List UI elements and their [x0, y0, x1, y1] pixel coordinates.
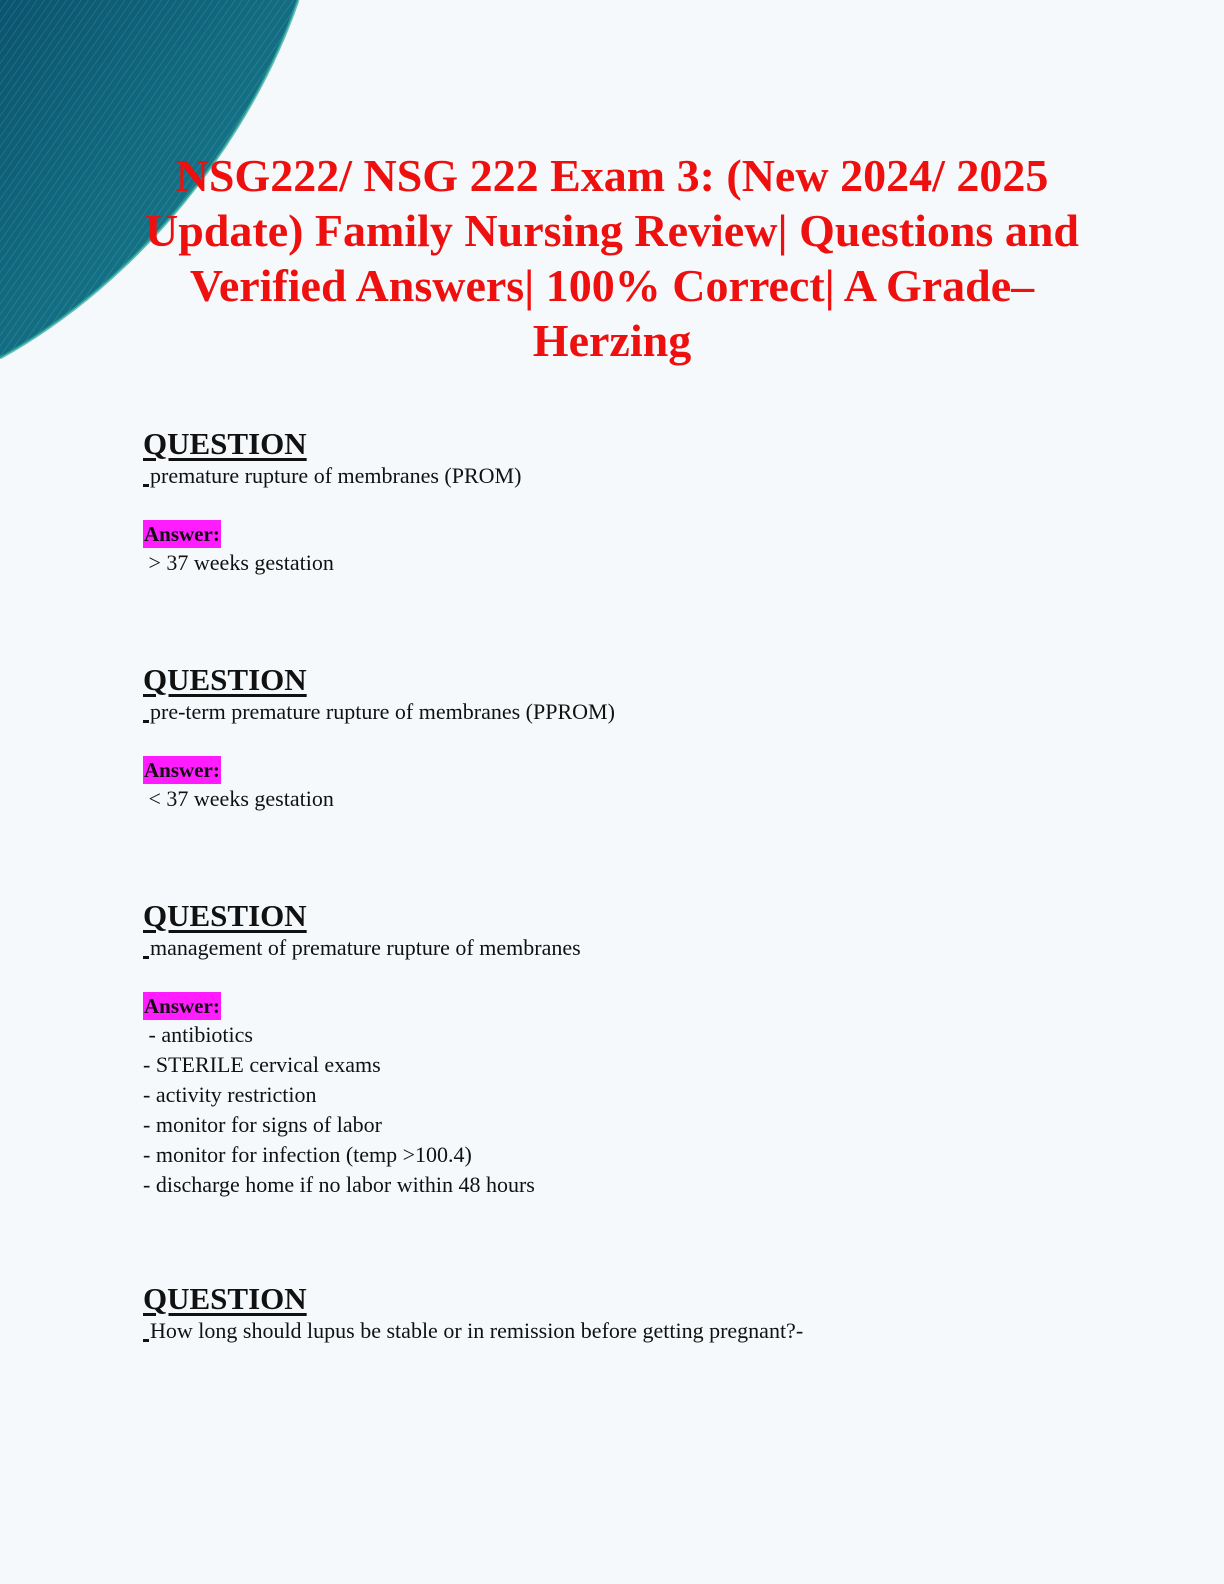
question-text: [143, 934, 581, 962]
question-marker: [143, 956, 149, 959]
qa-item: [143, 898, 581, 1200]
question-text: [143, 462, 521, 490]
answer-label: Answer:: [144, 522, 220, 546]
answer-line: - monitor for signs of labor: [143, 1112, 382, 1137]
qa-item: [143, 662, 615, 814]
answer-lines: [143, 548, 521, 578]
question-text-content: How long should lupus be stable or in remission before getting pregnant?-: [150, 1318, 804, 1343]
qa-item: [143, 426, 521, 578]
question-text-content: management of premature rupture of membranes: [150, 935, 581, 960]
answer-line: - discharge home if no labor within 48 hours: [143, 1172, 535, 1197]
answer-lines: [143, 1020, 581, 1200]
question-marker: [143, 484, 149, 487]
question-heading: QUESTION: [143, 898, 307, 933]
question-heading: QUESTION: [143, 662, 307, 697]
answer-line: < 37 weeks gestation: [143, 786, 334, 811]
answer-line: > 37 weeks gestation: [143, 550, 334, 575]
question-marker: [143, 1339, 149, 1342]
answer-line: - antibiotics: [143, 1022, 253, 1047]
question-text-content: premature rupture of membranes (PROM): [150, 463, 522, 488]
question-text: [143, 698, 615, 726]
answer-line: - STERILE cervical exams: [143, 1052, 381, 1077]
question-heading: QUESTION: [143, 1281, 307, 1316]
answer-lines: [143, 784, 615, 814]
qa-item: [143, 1281, 803, 1345]
answer-line: - activity restriction: [143, 1082, 317, 1107]
answer-line: - monitor for infection (temp >100.4): [143, 1142, 472, 1167]
answer-label: Answer:: [144, 758, 220, 782]
question-marker: [143, 720, 149, 723]
question-heading: QUESTION: [143, 426, 307, 461]
question-text-content: pre-term premature rupture of membranes (PPROM): [150, 699, 615, 724]
page-title: NSG222/ NSG 222 Exam 3: (New 2024/ 2025 Update) Family Nursing Review| Questions and Verified Answers| 100% Correct| A Grade– Herzing: [144, 150, 1079, 366]
answer-label: Answer:: [144, 994, 220, 1018]
question-text: [143, 1317, 803, 1345]
